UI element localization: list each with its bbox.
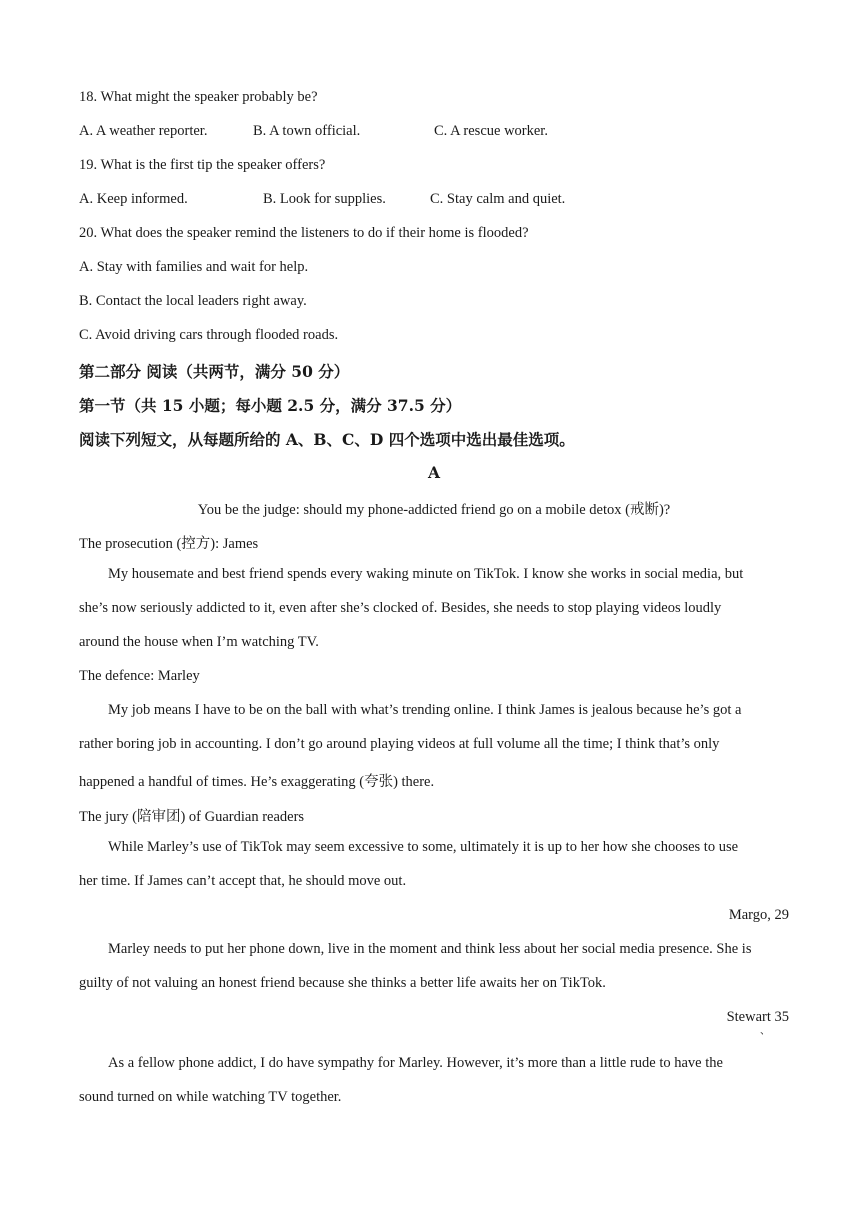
paragraph-line: her time. If James can’t accept that, he should move out. bbox=[79, 873, 407, 889]
passage-label: A bbox=[427, 463, 441, 482]
paragraph-line: Marley needs to put her phone down, live in the moment and think less about her social media presence. She is bbox=[108, 941, 752, 957]
paragraph-line: rather boring job in accounting. I don’t go around playing videos at full volume all the time; I think that’s only bbox=[79, 736, 720, 752]
q18-question: 18. What might the speaker probably be? bbox=[79, 89, 318, 105]
paragraph-line: My job means I have to be on the ball with what’s trending online. I think James is jealous because he’s got a bbox=[108, 702, 742, 718]
paragraph-line: My housemate and best friend spends every waking minute on TikTok. I know she works in social media, but bbox=[108, 566, 744, 582]
paragraph-line: sound turned on while watching TV together. bbox=[79, 1089, 342, 1105]
jury-heading: The jury (陪审团) of Guardian readers bbox=[79, 809, 305, 825]
paragraph-line: she’s now seriously addicted to it, even after she’s clocked of. Besides, she needs to stop playing videos loudly bbox=[79, 600, 722, 616]
q18-option-a: A. A weather reporter. bbox=[79, 123, 208, 139]
paragraph-line: guilty of not valuing an honest friend because she thinks a better life awaits her on TikTok. bbox=[79, 975, 606, 991]
juror-signature: Stewart 35 bbox=[726, 1009, 789, 1025]
q20-option-b: B. Contact the local leaders right away. bbox=[79, 293, 307, 309]
juror-signature: Margo, 29 bbox=[728, 907, 789, 923]
passage-title: You be the judge: should my phone-addicted friend go on a mobile detox (戒断)? bbox=[197, 502, 671, 518]
paragraph-line: around the house when I’m watching TV. bbox=[79, 634, 319, 650]
q19-option-c: C. Stay calm and quiet. bbox=[430, 191, 566, 207]
prosecution-heading: The prosecution (控方): James bbox=[79, 536, 259, 552]
q20-question: 20. What does the speaker remind the listeners to do if their home is flooded? bbox=[79, 225, 529, 241]
q20-option-c: C. Avoid driving cars through flooded roads. bbox=[79, 327, 339, 343]
q19-question: 19. What is the first tip the speaker offers? bbox=[79, 157, 326, 173]
paragraph-line: As a fellow phone addict, I do have sympathy for Marley. However, it’s more than a little rude to have the bbox=[108, 1055, 723, 1071]
q19-option-a: A. Keep informed. bbox=[79, 191, 188, 207]
instructions: 阅读下列短文，从每题所给的 A、B、C、D 四个选项中选出最佳选项。 bbox=[79, 430, 575, 449]
q18-option-c: C. A rescue worker. bbox=[434, 123, 548, 139]
paragraph-line: While Marley’s use of TikTok may seem excessive to some, ultimately it is up to her how she chooses to use bbox=[108, 839, 739, 855]
q20-option-a: A. Stay with families and wait for help. bbox=[79, 259, 309, 275]
defence-heading: The defence: Marley bbox=[79, 668, 200, 684]
part-title: 第二部分 阅读（共两节，满分 50 分） bbox=[79, 362, 350, 381]
section-title: 第一节（共 15 小题；每小题 2.5 分，满分 37.5 分） bbox=[79, 396, 462, 415]
stray-mark: 、 bbox=[760, 1026, 770, 1037]
q19-option-b: B. Look for supplies. bbox=[263, 191, 386, 207]
q18-option-b: B. A town official. bbox=[253, 123, 361, 139]
paragraph-line: happened a handful of times. He’s exaggerating (夸张) there. bbox=[79, 774, 435, 790]
